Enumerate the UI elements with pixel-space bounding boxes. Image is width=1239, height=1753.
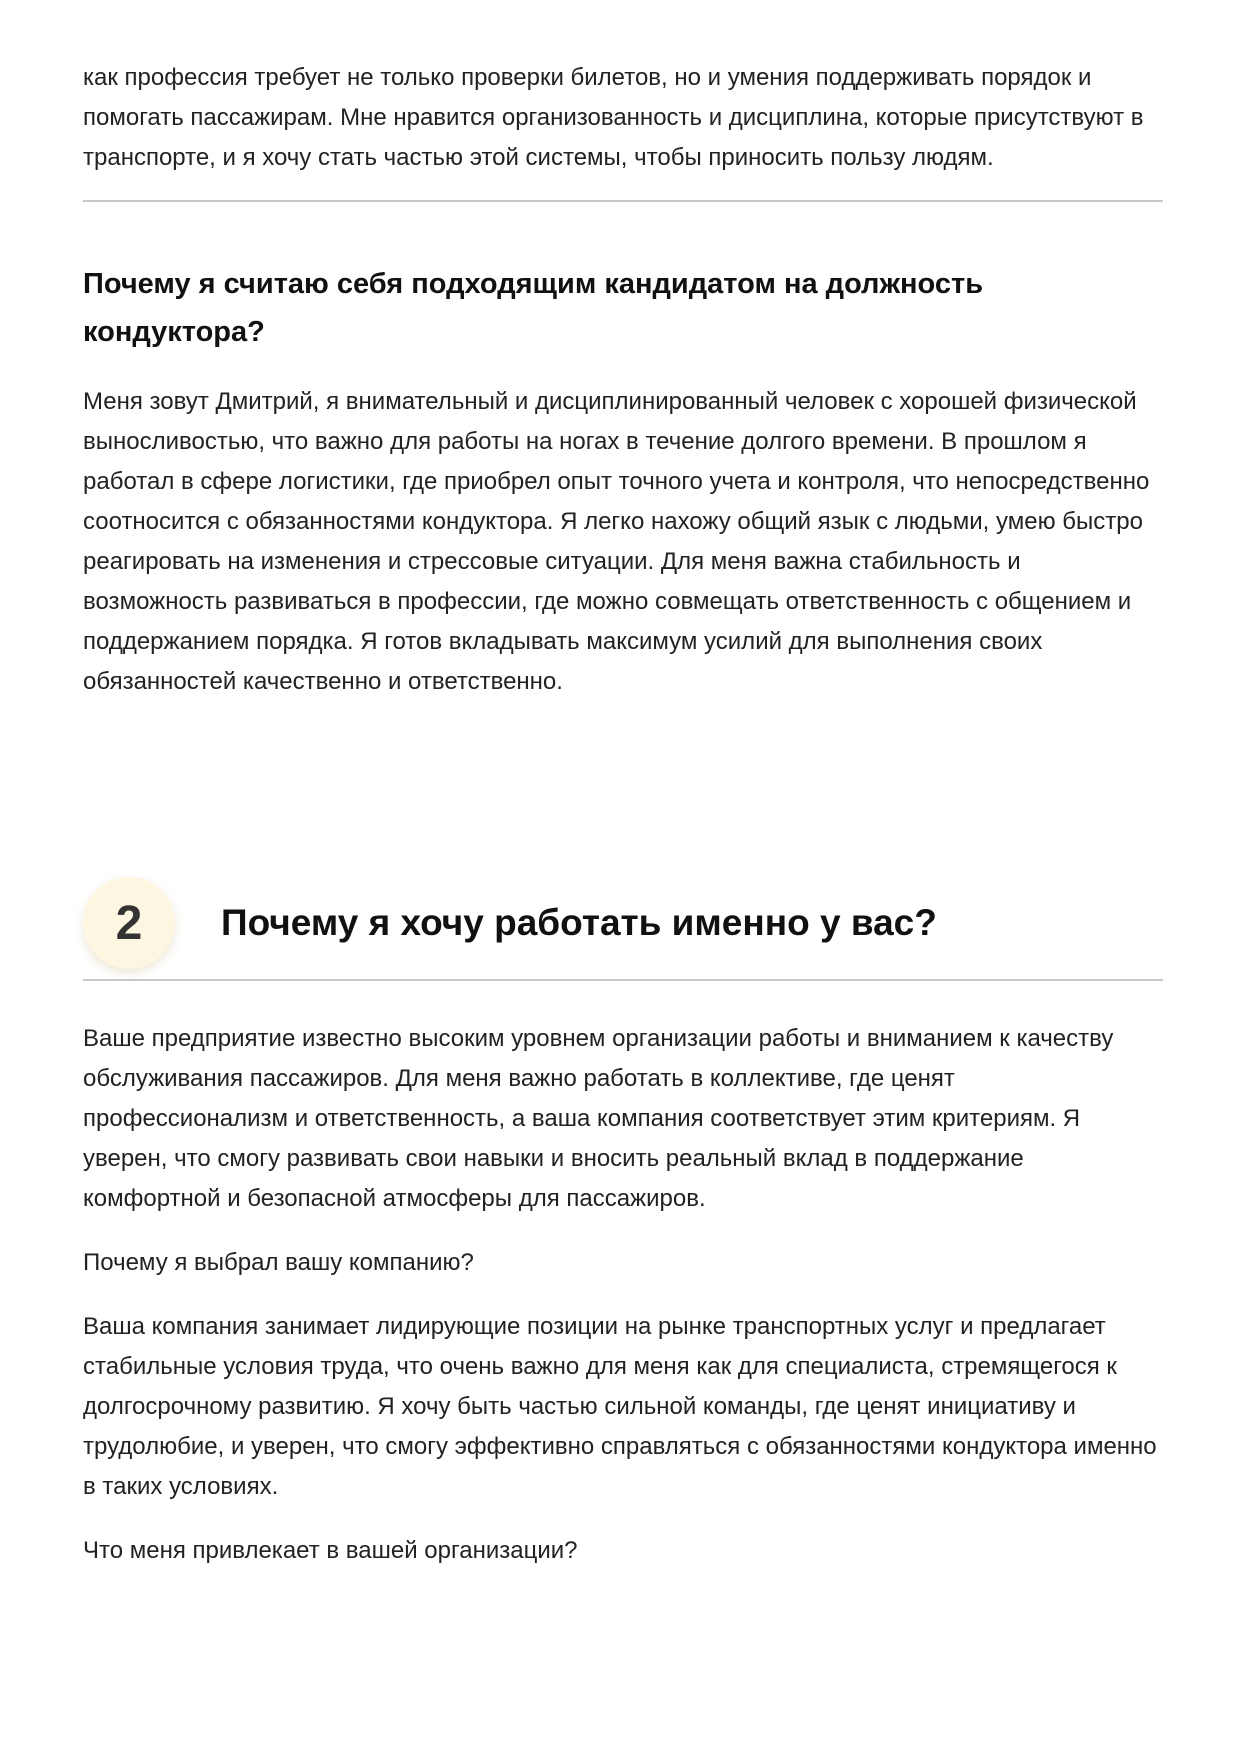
section-2-paragraph-1: Ваше предприятие известно высоким уровнем организации работы и вниманием к качеству обслуживания пассажиров. Для меня важно работать в коллективе, где ценят профессионализм и ответственность, а ваша компания соответствует этим критериям. Я уверен, что смогу развивать свои навыки и вносить реальный вклад в поддержание комфортной и безопасной атмосферы для пассажиров.: [83, 1025, 1114, 1212]
section-2-header: [83, 877, 1163, 969]
section-number-badge: 2: [83, 877, 175, 969]
section-2-question-1: Почему я выбрал вашу компанию?: [83, 1249, 474, 1276]
section-divider: [83, 200, 1163, 202]
section-title: Почему я хочу работать именно у вас?: [221, 902, 937, 943]
intro-paragraph: как профессия требует не только проверки билетов, но и умения поддерживать порядок и помогать пассажирам. Мне нравится организованность и дисциплина, которые присутствуют в транспорте, и я хочу стать частью этой системы, чтобы приносить пользу людям.: [83, 64, 1144, 171]
section-2-question-2: Что меня привлекает в вашей организации?: [83, 1537, 578, 1564]
section-divider: [83, 979, 1163, 981]
section-2-paragraph-2: Ваша компания занимает лидирующие позиции на рынке транспортных услуг и предлагает стабильные условия труда, что очень важно для меня как для специалиста, стремящегося к долгосрочному развитию. Я хочу быть частью сильной команды, где ценят инициативу и трудолюбие, и уверен, что смогу эффективно справляться с обязанностями кондуктора именно в таких условиях.: [83, 1313, 1157, 1500]
subsection-heading: Почему я считаю себя подходящим кандидатом на должность кондуктора?: [83, 268, 984, 348]
subsection-paragraph: Меня зовут Дмитрий, я внимательный и дисциплинированный человек с хорошей физической выносливостью, что важно для работы на ногах в течение долгого времени. В прошлом я работал в сфере логистики, где приобрел опыт точного учета и контроля, что непосредственно соотносится с обязанностями кондуктора. Я легко нахожу общий язык с людьми, умею быстро реагировать на изменения и стрессовые ситуации. Для меня важна стабильность и возможность развиваться в профессии, где можно совмещать ответственность с общением и поддержанием порядка. Я готов вкладывать максимум усилий для выполнения своих обязанностей качественно и ответственно.: [83, 388, 1150, 695]
